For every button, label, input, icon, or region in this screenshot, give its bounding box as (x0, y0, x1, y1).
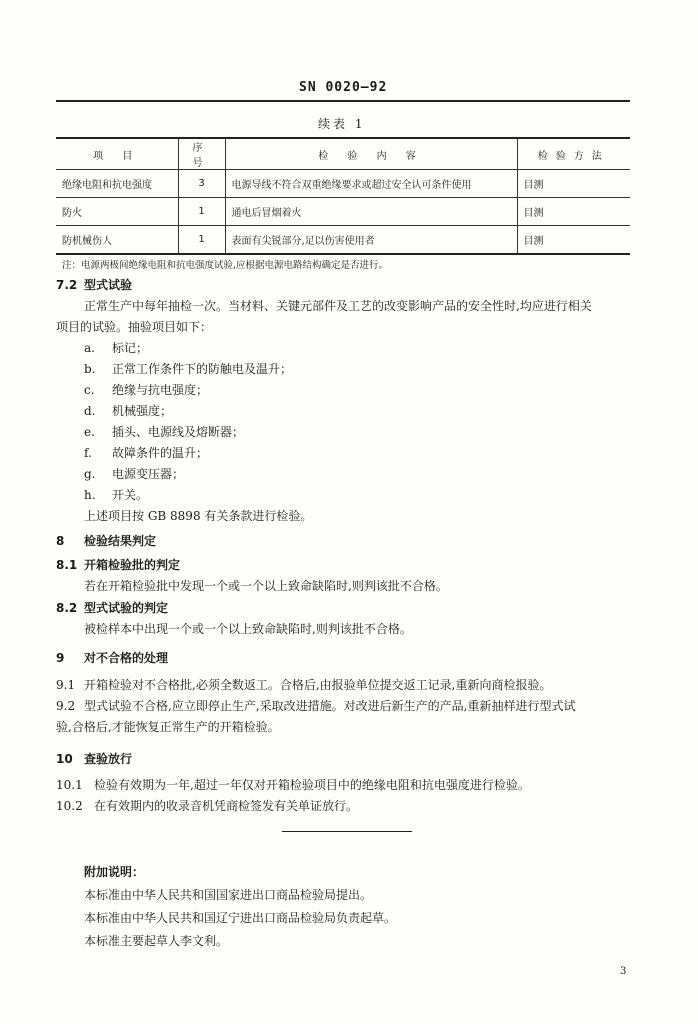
cell-item: 绝缘电阻和抗电强度 (56, 170, 178, 198)
paragraph: 验,合格后,才能恢复正常生产的开箱检验。 (56, 720, 280, 734)
section-title: 查验放行 (84, 752, 133, 766)
table-title: 续表 1 (318, 117, 366, 131)
end-rule (282, 831, 412, 832)
header-rule (56, 100, 630, 102)
table-note: 注：电源两极间绝缘电阻和抗电强度试验,应根据电源电路结构确定是否进行。 (62, 260, 389, 271)
page-number: 3 (620, 966, 627, 977)
list-key: a. (84, 341, 95, 355)
col-header-method: 检验方法 (517, 138, 630, 170)
appendix-line: 本标准由中华人民共和国辽宁进出口商品检验局负责起草。 (84, 911, 397, 925)
cell-content: 表面有尖锐部分,足以伤害使用者 (225, 226, 517, 255)
section-number: 9.2 (56, 699, 76, 713)
list-text: 插头、电源线及熔断器； (112, 425, 245, 439)
section-number: 7.2 (56, 278, 78, 292)
list-text: 绝缘与抗电强度； (112, 383, 209, 397)
section-9-heading (56, 649, 168, 666)
list-key: g. (84, 467, 96, 481)
list-text: 故障条件的温升； (112, 446, 209, 460)
inspection-table (56, 137, 630, 255)
list-key: c. (84, 383, 95, 397)
section-7-2-heading (56, 276, 132, 293)
table-row (56, 198, 630, 226)
section-10-heading (56, 750, 132, 767)
section-8-heading (56, 532, 156, 549)
list-key: h. (84, 488, 96, 502)
section-number: 9 (56, 651, 65, 665)
section-title: 型式试验的判定 (84, 601, 169, 615)
appendix-line: 本标准主要起草人李文利。 (84, 934, 229, 948)
paragraph (56, 797, 358, 814)
section-number: 10 (56, 752, 73, 766)
section-title: 对不合格的处理 (84, 651, 169, 665)
list-text: 标记； (112, 341, 149, 355)
list-text: 机械强度； (112, 404, 173, 418)
paragraph: 上述项目按 GB 8898 有关条款进行检验。 (84, 509, 313, 523)
section-text: 型式试验不合格,应立即停止生产,采取改进措施。对改进后新生产的产品,重新抽样进行型式试 (84, 699, 576, 713)
list-item (84, 339, 148, 356)
list-item (84, 360, 292, 377)
cell-no: 1 (178, 198, 225, 226)
paragraph (56, 676, 551, 693)
list-key: f. (84, 446, 92, 460)
list-item (84, 381, 208, 398)
paragraph: 项目的试验。抽验项目如下： (56, 320, 213, 334)
section-text: 在有效期内的收录音机凭商检签发有关单证放行。 (94, 799, 359, 813)
list-key: b. (84, 362, 96, 376)
list-text: 开关。 (112, 488, 149, 502)
section-text: 开箱检验对不合格批,必须全数返工。合格后,由报验单位提交返工记录,重新向商检报验。 (84, 678, 552, 692)
col-header-no: 序 号 (178, 138, 225, 170)
cell-content: 通电后冒烟着火 (225, 198, 517, 226)
cell-no: 3 (178, 170, 225, 198)
section-8-1-heading (56, 556, 180, 573)
section-number: 10.2 (56, 799, 83, 813)
list-item (84, 444, 208, 461)
section-number: 10.1 (56, 778, 83, 792)
paragraph: 被检样本中出现一个或一个以上致命缺陷时,则判该批不合格。 (84, 622, 412, 636)
list-text: 电源变压器； (112, 467, 185, 481)
cell-method: 目测 (517, 198, 630, 226)
col-header-content: 检 验 内 容 (225, 138, 517, 170)
cell-content: 电源导线不符合双重绝缘要求或超过安全认可条件使用 (225, 170, 517, 198)
list-item (84, 486, 148, 503)
appendix-line: 本标准由中华人民共和国国家进出口商品检验局提出。 (84, 888, 373, 902)
section-title: 开箱检验批的判定 (84, 558, 181, 572)
paragraph (56, 776, 530, 793)
cell-method: 目测 (517, 226, 630, 255)
cell-no: 1 (178, 226, 225, 255)
list-key: e. (84, 425, 95, 439)
table-row (56, 170, 630, 198)
standard-code: SN 0020—92 (299, 80, 388, 95)
col-header-item: 项 目 (56, 138, 178, 170)
list-item (84, 423, 244, 440)
section-number: 9.1 (56, 678, 76, 692)
section-number: 8 (56, 534, 65, 548)
section-title: 型式试验 (84, 278, 133, 292)
list-item (84, 465, 184, 482)
appendix-title: 附加说明： (84, 865, 145, 879)
table-row (56, 226, 630, 255)
list-text: 正常工作条件下的防触电及温升； (112, 362, 293, 376)
section-number: 8.1 (56, 558, 78, 572)
section-text: 检验有效期为一年,超过一年仅对开箱检验项目中的绝缘电阻和抗电强度进行检验。 (94, 778, 530, 792)
section-number: 8.2 (56, 601, 78, 615)
cell-item: 防机械伤人 (56, 226, 178, 255)
section-title: 检验结果判定 (84, 534, 157, 548)
cell-method: 目测 (517, 170, 630, 198)
list-item (84, 402, 172, 419)
paragraph: 正常生产中每年抽检一次。当材料、关键元部件及工艺的改变影响产品的安全性时,均应进行相关 (84, 299, 592, 313)
section-8-2-heading (56, 599, 168, 616)
table-header-row (56, 138, 630, 170)
paragraph (56, 697, 575, 714)
list-key: d. (84, 404, 96, 418)
cell-item: 防火 (56, 198, 178, 226)
paragraph: 若在开箱检验批中发现一个或一个以上致命缺陷时,则判该批不合格。 (84, 579, 448, 593)
